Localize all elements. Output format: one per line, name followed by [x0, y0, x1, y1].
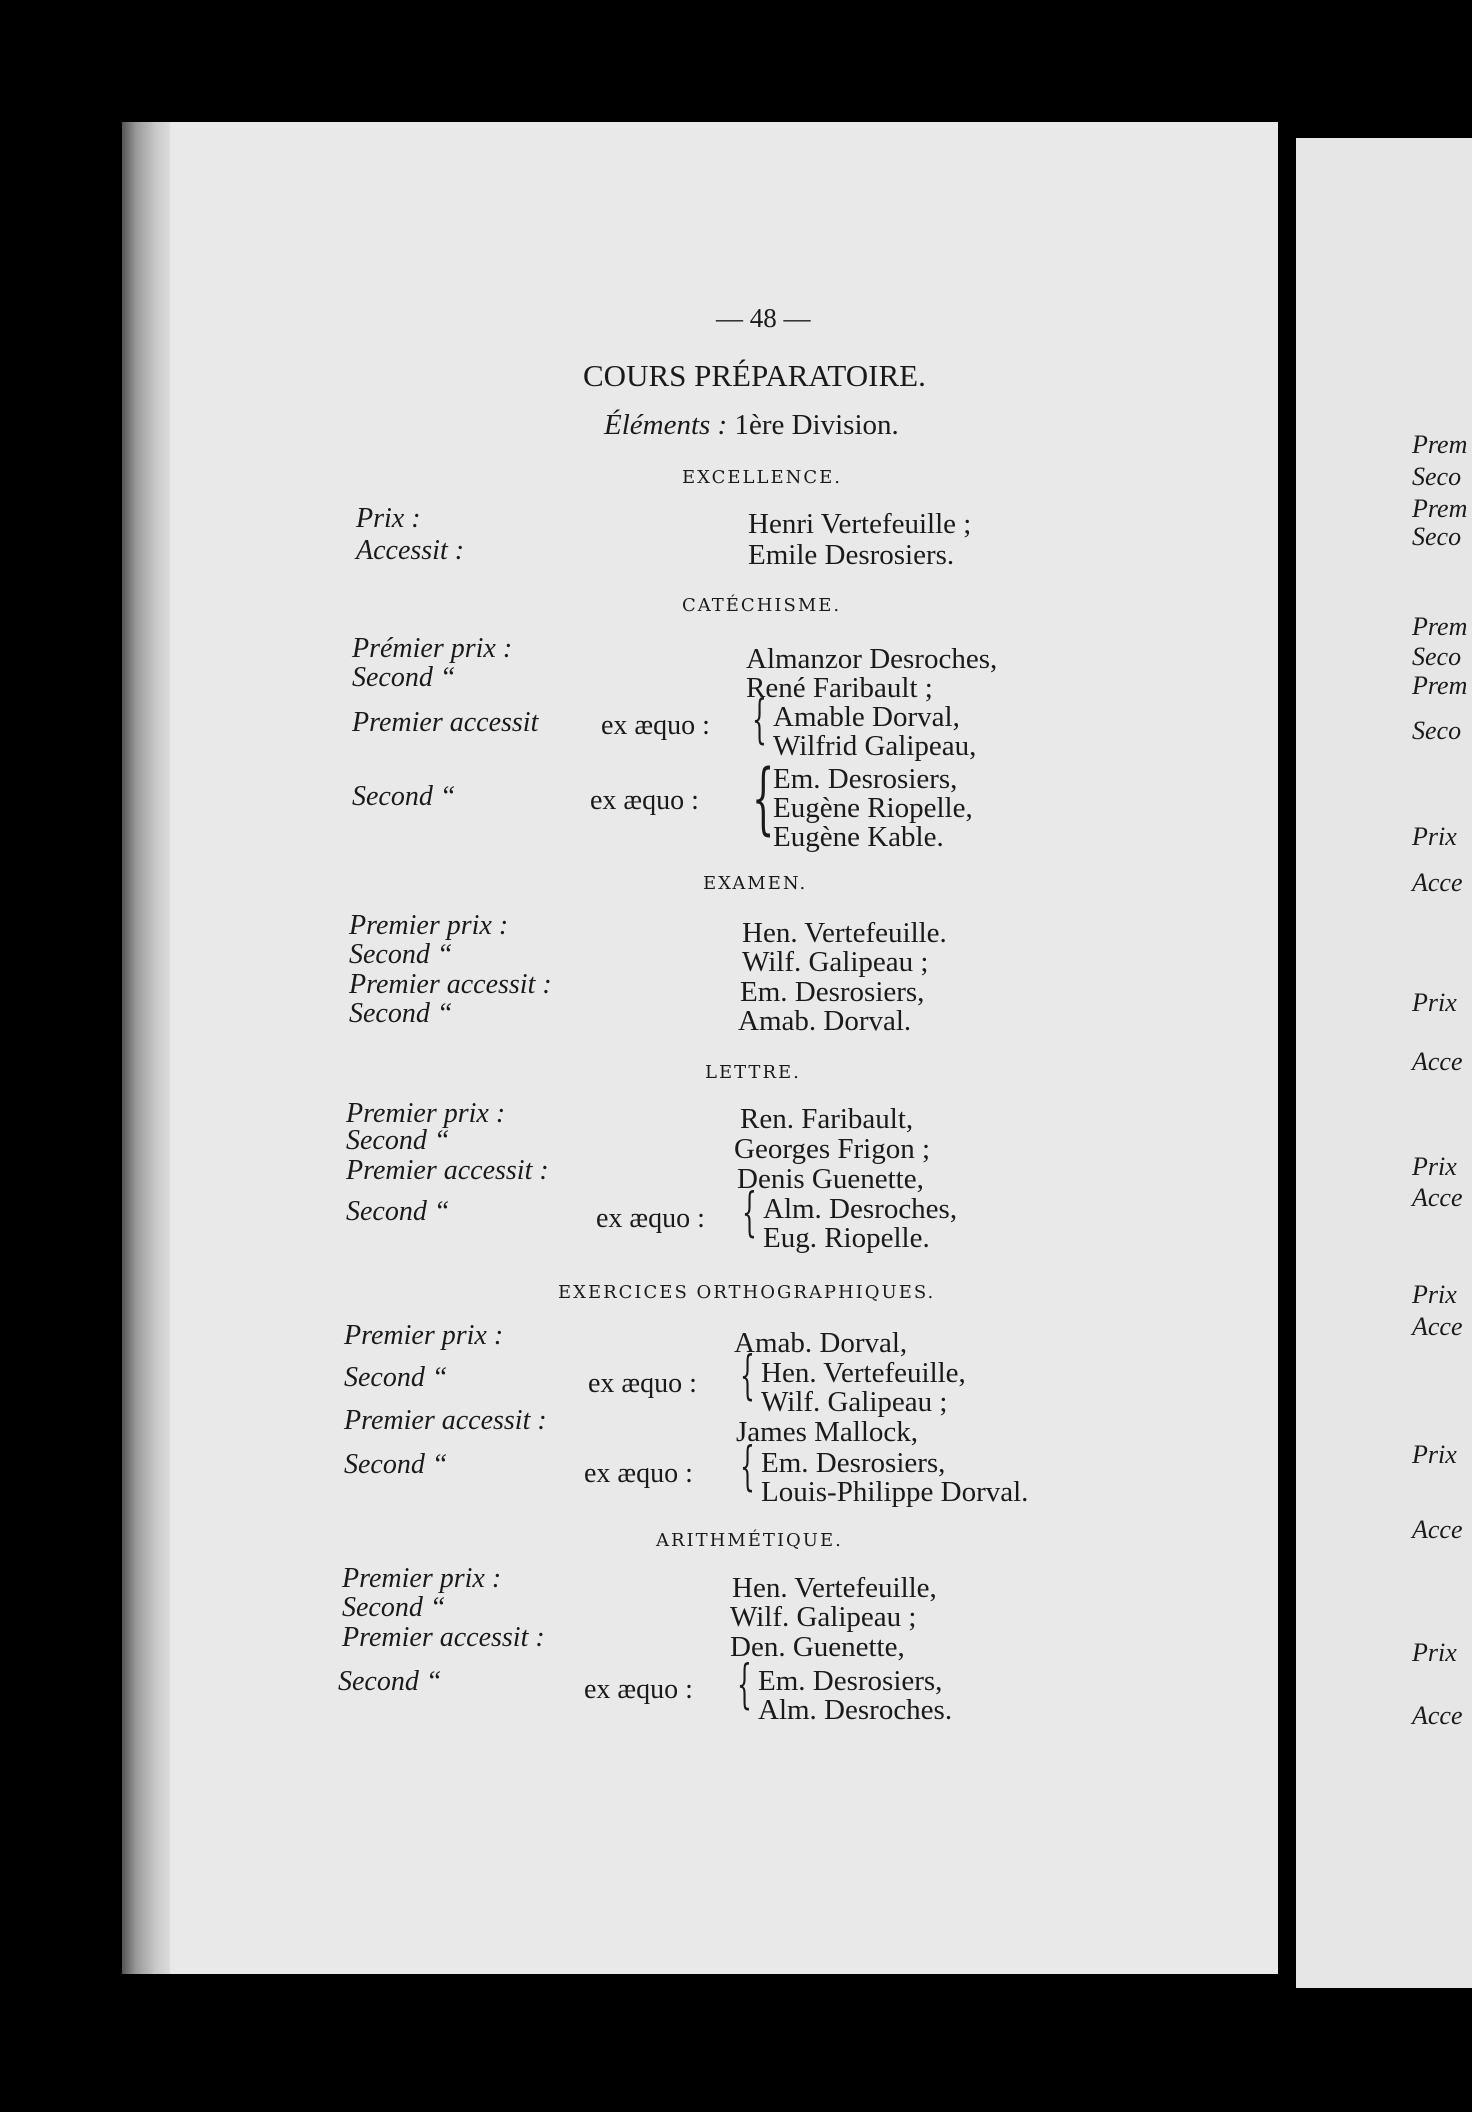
right-page-fragment: Prix	[1412, 822, 1457, 851]
laureate-name: Wilf. Galipeau ;	[730, 1601, 917, 1633]
section-heading-orthographe: EXERCICES ORTHOGRAPHIQUES.	[558, 1282, 936, 1303]
brace: {	[740, 1437, 755, 1497]
label: Second “	[352, 781, 456, 812]
right-page-fragment: Seco	[1412, 716, 1462, 745]
brace: {	[740, 1346, 755, 1406]
book-spine	[122, 122, 170, 1974]
right-page-fragment: Acce	[1412, 1701, 1463, 1730]
label: Second “	[338, 1666, 442, 1697]
page-title: COURS PRÉPARATOIRE.	[583, 358, 926, 393]
right-page-fragment: Acce	[1412, 1515, 1463, 1544]
laureate-name: Hen. Vertefeuille,	[761, 1357, 966, 1389]
laureate-name: Alm. Desroches,	[763, 1193, 958, 1225]
section-heading-catechisme: CATÉCHISME.	[682, 595, 842, 616]
laureate-name: Em. Desrosiers,	[761, 1447, 946, 1479]
right-page-fragment: Prem	[1412, 494, 1468, 523]
label: Premier accessit :	[349, 969, 552, 1000]
label: Second “	[346, 1125, 450, 1156]
laureate-name: Eug. Riopelle.	[763, 1222, 930, 1254]
laureate-name: Emile Desrosiers.	[748, 539, 955, 571]
laureate-name: Denis Guenette,	[737, 1163, 924, 1195]
laureate-name: Alm. Desroches.	[758, 1694, 953, 1726]
right-page-fragment: Prem	[1412, 671, 1468, 700]
ex-aequo-label: ex æquo :	[588, 1368, 697, 1399]
section-heading-lettre: LETTRE.	[705, 1062, 801, 1083]
laureate-name: Em. Desrosiers,	[773, 763, 958, 795]
brace: {	[742, 1183, 757, 1243]
laureate-name: Amab. Dorval.	[738, 1005, 912, 1037]
label: Premier prix :	[342, 1563, 502, 1594]
laureate-name: Em. Desrosiers,	[758, 1665, 943, 1697]
right-page-fragment: Prix	[1412, 988, 1457, 1017]
label: Second “	[344, 1449, 448, 1480]
laureate-name: Wilfrid Galipeau,	[773, 730, 977, 762]
laureate-name: Hen. Vertefeuille,	[732, 1572, 937, 1604]
left-page	[130, 122, 1278, 1974]
ex-aequo-label: ex æquo :	[584, 1458, 693, 1489]
right-page-fragment: Prem	[1412, 430, 1468, 459]
right-page-fragment: Prix	[1412, 1280, 1457, 1309]
laureate-name: Amable Dorval,	[773, 701, 960, 733]
laureate-name: Wilf. Galipeau ;	[742, 946, 929, 978]
page-number: — 48 —	[716, 303, 811, 333]
ex-aequo-label: ex æquo :	[584, 1674, 693, 1705]
laureate-name: Louis-Philippe Dorval.	[761, 1476, 1029, 1508]
right-page-fragment: Seco	[1412, 462, 1462, 491]
label: Second “	[352, 662, 456, 693]
section-heading-examen: EXAMEN.	[703, 873, 808, 894]
subtitle-italic: Éléments :	[604, 409, 728, 441]
label: Second “	[349, 998, 453, 1029]
laureate-name: Georges Frigon ;	[734, 1133, 931, 1165]
laureate-name: Hen. Vertefeuille.	[742, 917, 947, 949]
laureate-name: James Mallock,	[736, 1416, 919, 1448]
laureate-name: Eugène Riopelle,	[773, 792, 973, 824]
right-page-fragment: Seco	[1412, 522, 1462, 551]
laureate-name: René Faribault ;	[746, 672, 933, 704]
label: Premier accessit	[352, 707, 539, 738]
label: Prémier prix :	[352, 633, 513, 664]
laureate-name: Wilf. Galipeau ;	[761, 1386, 948, 1418]
right-page-fragment: Prix	[1412, 1638, 1457, 1667]
label: Prix :	[356, 503, 421, 534]
laureate-name: Ren. Faribault,	[740, 1103, 914, 1135]
laureate-name: Em. Desrosiers,	[740, 976, 925, 1008]
right-page-fragment: Acce	[1412, 1183, 1463, 1212]
laureate-name: Eugène Kable.	[773, 821, 944, 853]
label: Premier accessit :	[346, 1155, 549, 1186]
label: Second “	[349, 939, 453, 970]
section-heading-arithmetique: ARITHMÉTIQUE.	[656, 1530, 843, 1551]
ex-aequo-label: ex æquo :	[590, 785, 699, 816]
label: Second “	[346, 1196, 450, 1227]
label: Premier prix :	[344, 1320, 504, 1351]
laureate-name: Den. Guenette,	[730, 1631, 905, 1663]
right-page-fragment: Prem	[1412, 612, 1468, 641]
right-page-fragment: Acce	[1412, 1312, 1463, 1341]
label: Premier accessit :	[344, 1405, 547, 1436]
ex-aequo-label: ex æquo :	[601, 710, 710, 741]
brace: {	[752, 754, 775, 844]
laureate-name: Almanzor Desroches,	[746, 643, 998, 675]
label: Second “	[342, 1592, 446, 1623]
label: Premier accessit :	[342, 1622, 545, 1653]
right-page-fragment: Prix	[1412, 1440, 1457, 1469]
right-page-fragment: Prix	[1412, 1152, 1457, 1181]
subtitle	[604, 409, 899, 442]
laureate-name: Amab. Dorval,	[734, 1327, 908, 1359]
brace: {	[752, 690, 767, 750]
subtitle-division: 1ère Division.	[734, 409, 899, 441]
label: Premier prix :	[346, 1098, 506, 1129]
right-page-fragment: Seco	[1412, 642, 1462, 671]
label: Premier prix :	[349, 910, 509, 941]
label: Accessit :	[356, 535, 465, 566]
section-heading-excellence: EXCELLENCE.	[682, 467, 842, 488]
label: Second “	[344, 1362, 448, 1393]
ex-aequo-label: ex æquo :	[596, 1203, 705, 1234]
right-page-fragment: Acce	[1412, 868, 1463, 897]
right-page-fragment: Acce	[1412, 1047, 1463, 1076]
laureate-name: Henri Vertefeuille ;	[748, 508, 972, 540]
brace: {	[737, 1655, 752, 1715]
